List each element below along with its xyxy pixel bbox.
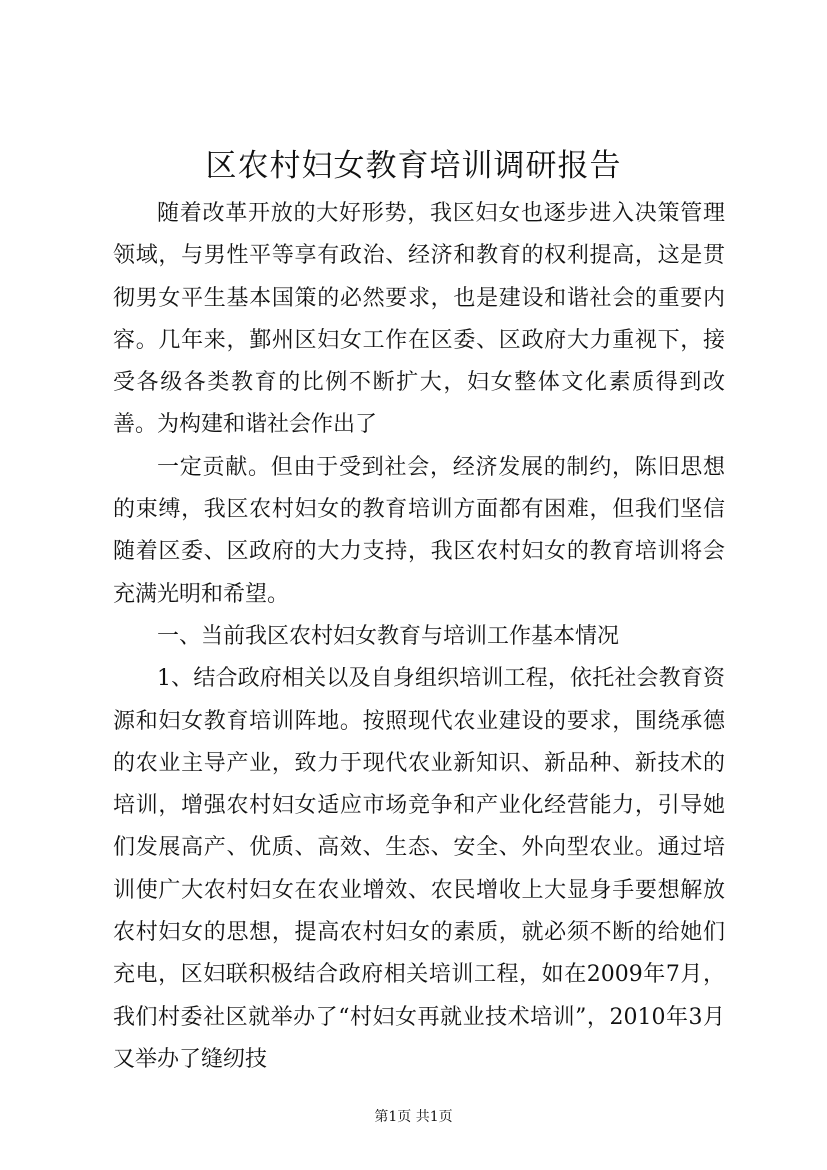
section-heading: 一、当前我区农村妇女教育与培训工作基本情况 (157, 623, 620, 649)
paragraph: 1、结合政府相关以及自身组织培训工程，依托社会教育资源和妇女教育培训阵地。按照现代农业建设的要求，围绕承德的农业主导产业，致力于现代农业新知识、新品种、新技术的培训，增强农村妇女适应市场竞争和产业化经营能力，引导她们发展高产、优质、高效、生态、安全、外向型农业。通过培训使广大农村妇女在农业增效、农民增收上大显身手要想解放农村妇女的思想，提高农村妇女的素质，就必须不断的给她们充电，区妇联积极结合政府相关培训工程，如在2009年7月，我们村委社区就举办了“村妇女再就业技术培训”，2010年3月又举办了缝纫技 (113, 666, 725, 1072)
page-footer: 第1页 共1页 (374, 1109, 453, 1125)
document-body (113, 193, 725, 1081)
paragraph: 一定贡献。但由于受到社会，经济发展的制约，陈旧思想的束缚，我区农村妇女的教育培训方面都有困难，但我们坚信随着区委、区政府的大力支持，我区农村妇女的教育培训将会充满光明和希望。 (113, 454, 725, 607)
document-title: 区农村妇女教育培训调研报告 (205, 148, 622, 184)
paragraph: 随着改革开放的大好形势，我区妇女也逐步进入决策管理领域，与男性平等享有政治、经济和教育的权利提高，这是贯彻男女平生基本国策的必然要求，也是建设和谐社会的重要内容。几年来，鄞州区妇女工作在区委、区政府大力重视下，接受各级各类教育的比例不断扩大，妇女整体文化素质得到改善。为构建和谐社会作出了 (113, 201, 725, 438)
